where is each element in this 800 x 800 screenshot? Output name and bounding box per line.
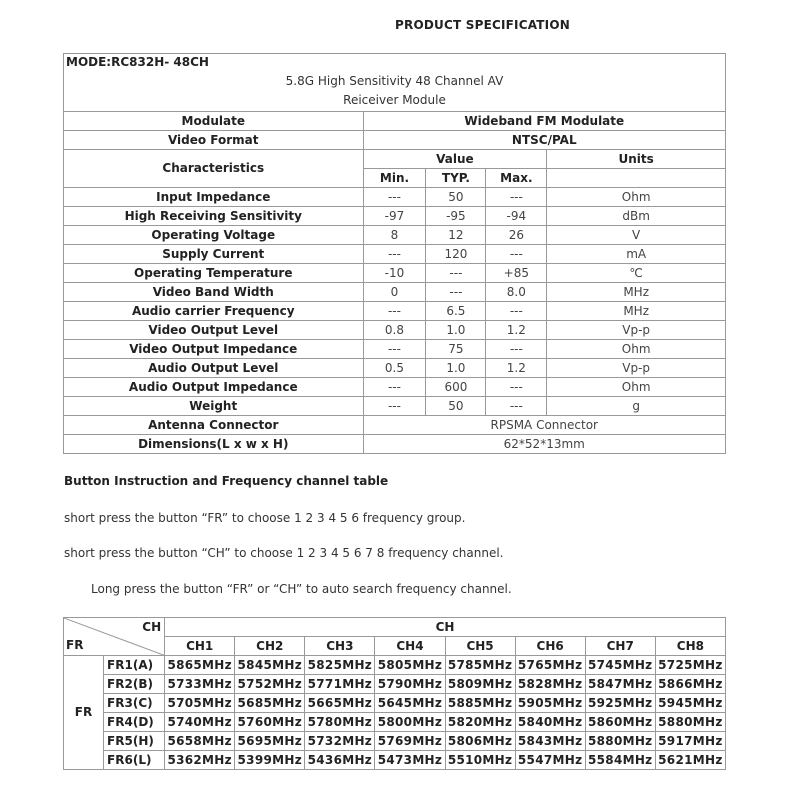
- spec-max: ---: [486, 302, 547, 321]
- spec-min: 8: [363, 226, 426, 245]
- antenna-label: Antenna Connector: [64, 416, 364, 435]
- description-line-2: Reiceiver Module: [343, 93, 446, 107]
- video-format-row: [64, 131, 726, 150]
- frequency-cell: 5866MHz: [655, 675, 725, 694]
- frequency-cell: 5769MHz: [375, 732, 445, 751]
- frequency-cell: 5665MHz: [305, 694, 375, 713]
- frequency-cell: 5725MHz: [655, 656, 725, 675]
- spec-min: ---: [363, 188, 426, 207]
- frequency-row: [64, 694, 726, 713]
- antenna-value: RPSMA Connector: [363, 416, 725, 435]
- frequency-cell: 5880MHz: [585, 732, 655, 751]
- frequency-cell: 5547MHz: [515, 751, 585, 770]
- frequency-row: [64, 713, 726, 732]
- frequency-cell: 5473MHz: [375, 751, 445, 770]
- channel-header: CH7: [585, 637, 655, 656]
- spec-row: [64, 359, 726, 378]
- frequency-cell: 5780MHz: [305, 713, 375, 732]
- modulate-label: Modulate: [64, 112, 364, 131]
- frequency-cell: 5800MHz: [375, 713, 445, 732]
- spec-unit: Ohm: [547, 340, 726, 359]
- spec-row: [64, 226, 726, 245]
- frequency-cell: 5845MHz: [235, 656, 305, 675]
- mode-label: MODE:RC832H- 48CH: [66, 55, 209, 69]
- spec-unit: ℃: [547, 264, 726, 283]
- spec-typ: 600: [426, 378, 486, 397]
- spec-min: -10: [363, 264, 426, 283]
- spec-row: [64, 207, 726, 226]
- frequency-cell: 5685MHz: [235, 694, 305, 713]
- frequency-group-name: FR1(A): [104, 656, 165, 675]
- spec-name: Video Output Impedance: [64, 340, 364, 359]
- spec-max: 1.2: [486, 321, 547, 340]
- spec-typ: 12: [426, 226, 486, 245]
- spec-name: Weight: [64, 397, 364, 416]
- spec-name: Audio Output Impedance: [64, 378, 364, 397]
- spec-max: ---: [486, 340, 547, 359]
- spec-typ: 6.5: [426, 302, 486, 321]
- spec-typ: 1.0: [426, 359, 486, 378]
- characteristics-header: Characteristics: [64, 150, 364, 188]
- spec-unit: MHz: [547, 302, 726, 321]
- frequency-cell: 5740MHz: [165, 713, 235, 732]
- spec-min: ---: [363, 378, 426, 397]
- frequency-cell: 5806MHz: [445, 732, 515, 751]
- dimensions-row: [64, 435, 726, 454]
- spec-max: -94: [486, 207, 547, 226]
- frequency-cell: 5945MHz: [655, 694, 725, 713]
- frequency-group-name: FR4(D): [104, 713, 165, 732]
- channel-header: CH5: [445, 637, 515, 656]
- frequency-cell: 5847MHz: [585, 675, 655, 694]
- units-subheader-empty: [547, 169, 726, 188]
- frequency-cell: 5880MHz: [655, 713, 725, 732]
- channel-header: CH8: [655, 637, 725, 656]
- spec-name: Video Output Level: [64, 321, 364, 340]
- channel-header: CH4: [375, 637, 445, 656]
- frequency-cell: 5860MHz: [585, 713, 655, 732]
- spec-row: [64, 340, 726, 359]
- spec-typ: 120: [426, 245, 486, 264]
- frequency-cell: 5917MHz: [655, 732, 725, 751]
- frequency-cell: 5621MHz: [655, 751, 725, 770]
- spec-min: ---: [363, 245, 426, 264]
- spec-typ: 1.0: [426, 321, 486, 340]
- frequency-row: [64, 732, 726, 751]
- spec-unit: mA: [547, 245, 726, 264]
- spec-max: 1.2: [486, 359, 547, 378]
- spec-max: ---: [486, 397, 547, 416]
- spec-typ: 50: [426, 188, 486, 207]
- spec-unit: dBm: [547, 207, 726, 226]
- section-heading: Button Instruction and Frequency channel table: [64, 474, 389, 488]
- frequency-cell: 5828MHz: [515, 675, 585, 694]
- ch-group-header: CH: [165, 618, 726, 637]
- spec-unit: Vp-p: [547, 359, 726, 378]
- units-header: Units: [547, 150, 726, 169]
- frequency-cell: 5865MHz: [165, 656, 235, 675]
- spec-typ: -95: [426, 207, 486, 226]
- spec-max: ---: [486, 245, 547, 264]
- dimensions-label: Dimensions(L x w x H): [64, 435, 364, 454]
- modulate-value: Wideband FM Modulate: [363, 112, 725, 131]
- frequency-group-name: FR5(H): [104, 732, 165, 751]
- frequency-cell: 5805MHz: [375, 656, 445, 675]
- spec-unit: V: [547, 226, 726, 245]
- max-header: Max.: [486, 169, 547, 188]
- channel-header: CH3: [305, 637, 375, 656]
- spec-typ: ---: [426, 283, 486, 302]
- frequency-cell: 5825MHz: [305, 656, 375, 675]
- spec-unit: Ohm: [547, 378, 726, 397]
- video-format-label: Video Format: [64, 131, 364, 150]
- frequency-cell: 5745MHz: [585, 656, 655, 675]
- frequency-cell: 5790MHz: [375, 675, 445, 694]
- corner-cell: [64, 618, 165, 656]
- channel-header: CH2: [235, 637, 305, 656]
- frequency-cell: 5765MHz: [515, 656, 585, 675]
- spec-row: [64, 397, 726, 416]
- frequency-cell: 5705MHz: [165, 694, 235, 713]
- modulate-row: [64, 112, 726, 131]
- spec-row: [64, 245, 726, 264]
- spec-max: +85: [486, 264, 547, 283]
- spec-unit: Vp-p: [547, 321, 726, 340]
- frequency-cell: 5658MHz: [165, 732, 235, 751]
- typ-header: TYP.: [426, 169, 486, 188]
- frequency-group-name: FR2(B): [104, 675, 165, 694]
- frequency-cell: 5436MHz: [305, 751, 375, 770]
- spec-max: ---: [486, 188, 547, 207]
- channel-header: CH6: [515, 637, 585, 656]
- frequency-cell: 5752MHz: [235, 675, 305, 694]
- frequency-cell: 5905MHz: [515, 694, 585, 713]
- channel-header: CH1: [165, 637, 235, 656]
- frequency-cell: 5584MHz: [585, 751, 655, 770]
- frequency-cell: 5510MHz: [445, 751, 515, 770]
- spec-unit: Ohm: [547, 188, 726, 207]
- frequency-cell: 5771MHz: [305, 675, 375, 694]
- spec-row: [64, 378, 726, 397]
- frequency-cell: 5809MHz: [445, 675, 515, 694]
- spec-name: Audio Output Level: [64, 359, 364, 378]
- frequency-cell: 5732MHz: [305, 732, 375, 751]
- frequency-cell: 5399MHz: [235, 751, 305, 770]
- spec-unit: MHz: [547, 283, 726, 302]
- spec-name: Video Band Width: [64, 283, 364, 302]
- video-format-value: NTSC/PAL: [363, 131, 725, 150]
- frequency-cell: 5695MHz: [235, 732, 305, 751]
- frequency-row: [64, 675, 726, 694]
- frequency-cell: 5820MHz: [445, 713, 515, 732]
- spec-max: 26: [486, 226, 547, 245]
- spec-row: [64, 188, 726, 207]
- dimensions-value: 62*52*13mm: [363, 435, 725, 454]
- spec-min: 0: [363, 283, 426, 302]
- frequency-cell: 5840MHz: [515, 713, 585, 732]
- antenna-row: [64, 416, 726, 435]
- spec-name: Operating Voltage: [64, 226, 364, 245]
- spec-name: Audio carrier Frequency: [64, 302, 364, 321]
- spec-max: 8.0: [486, 283, 547, 302]
- frequency-group-name: FR3(C): [104, 694, 165, 713]
- spec-min: 0.5: [363, 359, 426, 378]
- instruction-ch: short press the button “CH” to choose 1 2 3 4 5 6 7 8 frequency channel.: [64, 546, 504, 560]
- spec-name: Supply Current: [64, 245, 364, 264]
- spec-typ: 50: [426, 397, 486, 416]
- spec-min: -97: [363, 207, 426, 226]
- spec-typ: ---: [426, 264, 486, 283]
- spec-max: ---: [486, 378, 547, 397]
- frequency-cell: 5785MHz: [445, 656, 515, 675]
- frequency-cell: 5362MHz: [165, 751, 235, 770]
- value-header: Value: [363, 150, 547, 169]
- frequency-row: [64, 656, 726, 675]
- frequency-cell: 5645MHz: [375, 694, 445, 713]
- frequency-row: [64, 751, 726, 770]
- spec-min: ---: [363, 397, 426, 416]
- spec-min: 0.8: [363, 321, 426, 340]
- spec-name: Input Impedance: [64, 188, 364, 207]
- spec-typ: 75: [426, 340, 486, 359]
- page-title: PRODUCT SPECIFICATION: [395, 18, 570, 32]
- spec-min: ---: [363, 302, 426, 321]
- frequency-group-name: FR6(L): [104, 751, 165, 770]
- frequency-table: [63, 617, 726, 770]
- spec-row: [64, 264, 726, 283]
- spec-row: [64, 283, 726, 302]
- description-line-1: 5.8G High Sensitivity 48 Channel AV: [285, 74, 504, 88]
- spec-table: [63, 53, 726, 454]
- spec-unit: g: [547, 397, 726, 416]
- frequency-cell: 5733MHz: [165, 675, 235, 694]
- frequency-cell: 5925MHz: [585, 694, 655, 713]
- instruction-fr: short press the button “FR” to choose 1 2 3 4 5 6 frequency group.: [64, 511, 466, 525]
- spec-name: High Receiving Sensitivity: [64, 207, 364, 226]
- instruction-long-press: Long press the button “FR” or “CH” to auto search frequency channel.: [91, 582, 512, 596]
- spec-row: [64, 321, 726, 340]
- spec-min: ---: [363, 340, 426, 359]
- min-header: Min.: [363, 169, 426, 188]
- frequency-cell: 5843MHz: [515, 732, 585, 751]
- corner-fr-label: FR: [66, 638, 84, 652]
- frequency-cell: 5885MHz: [445, 694, 515, 713]
- header-row: [64, 150, 726, 169]
- corner-ch-label: CH: [142, 620, 162, 634]
- fr-group-label: FR: [64, 656, 104, 770]
- spec-name: Operating Temperature: [64, 264, 364, 283]
- spec-row: [64, 302, 726, 321]
- frequency-cell: 5760MHz: [235, 713, 305, 732]
